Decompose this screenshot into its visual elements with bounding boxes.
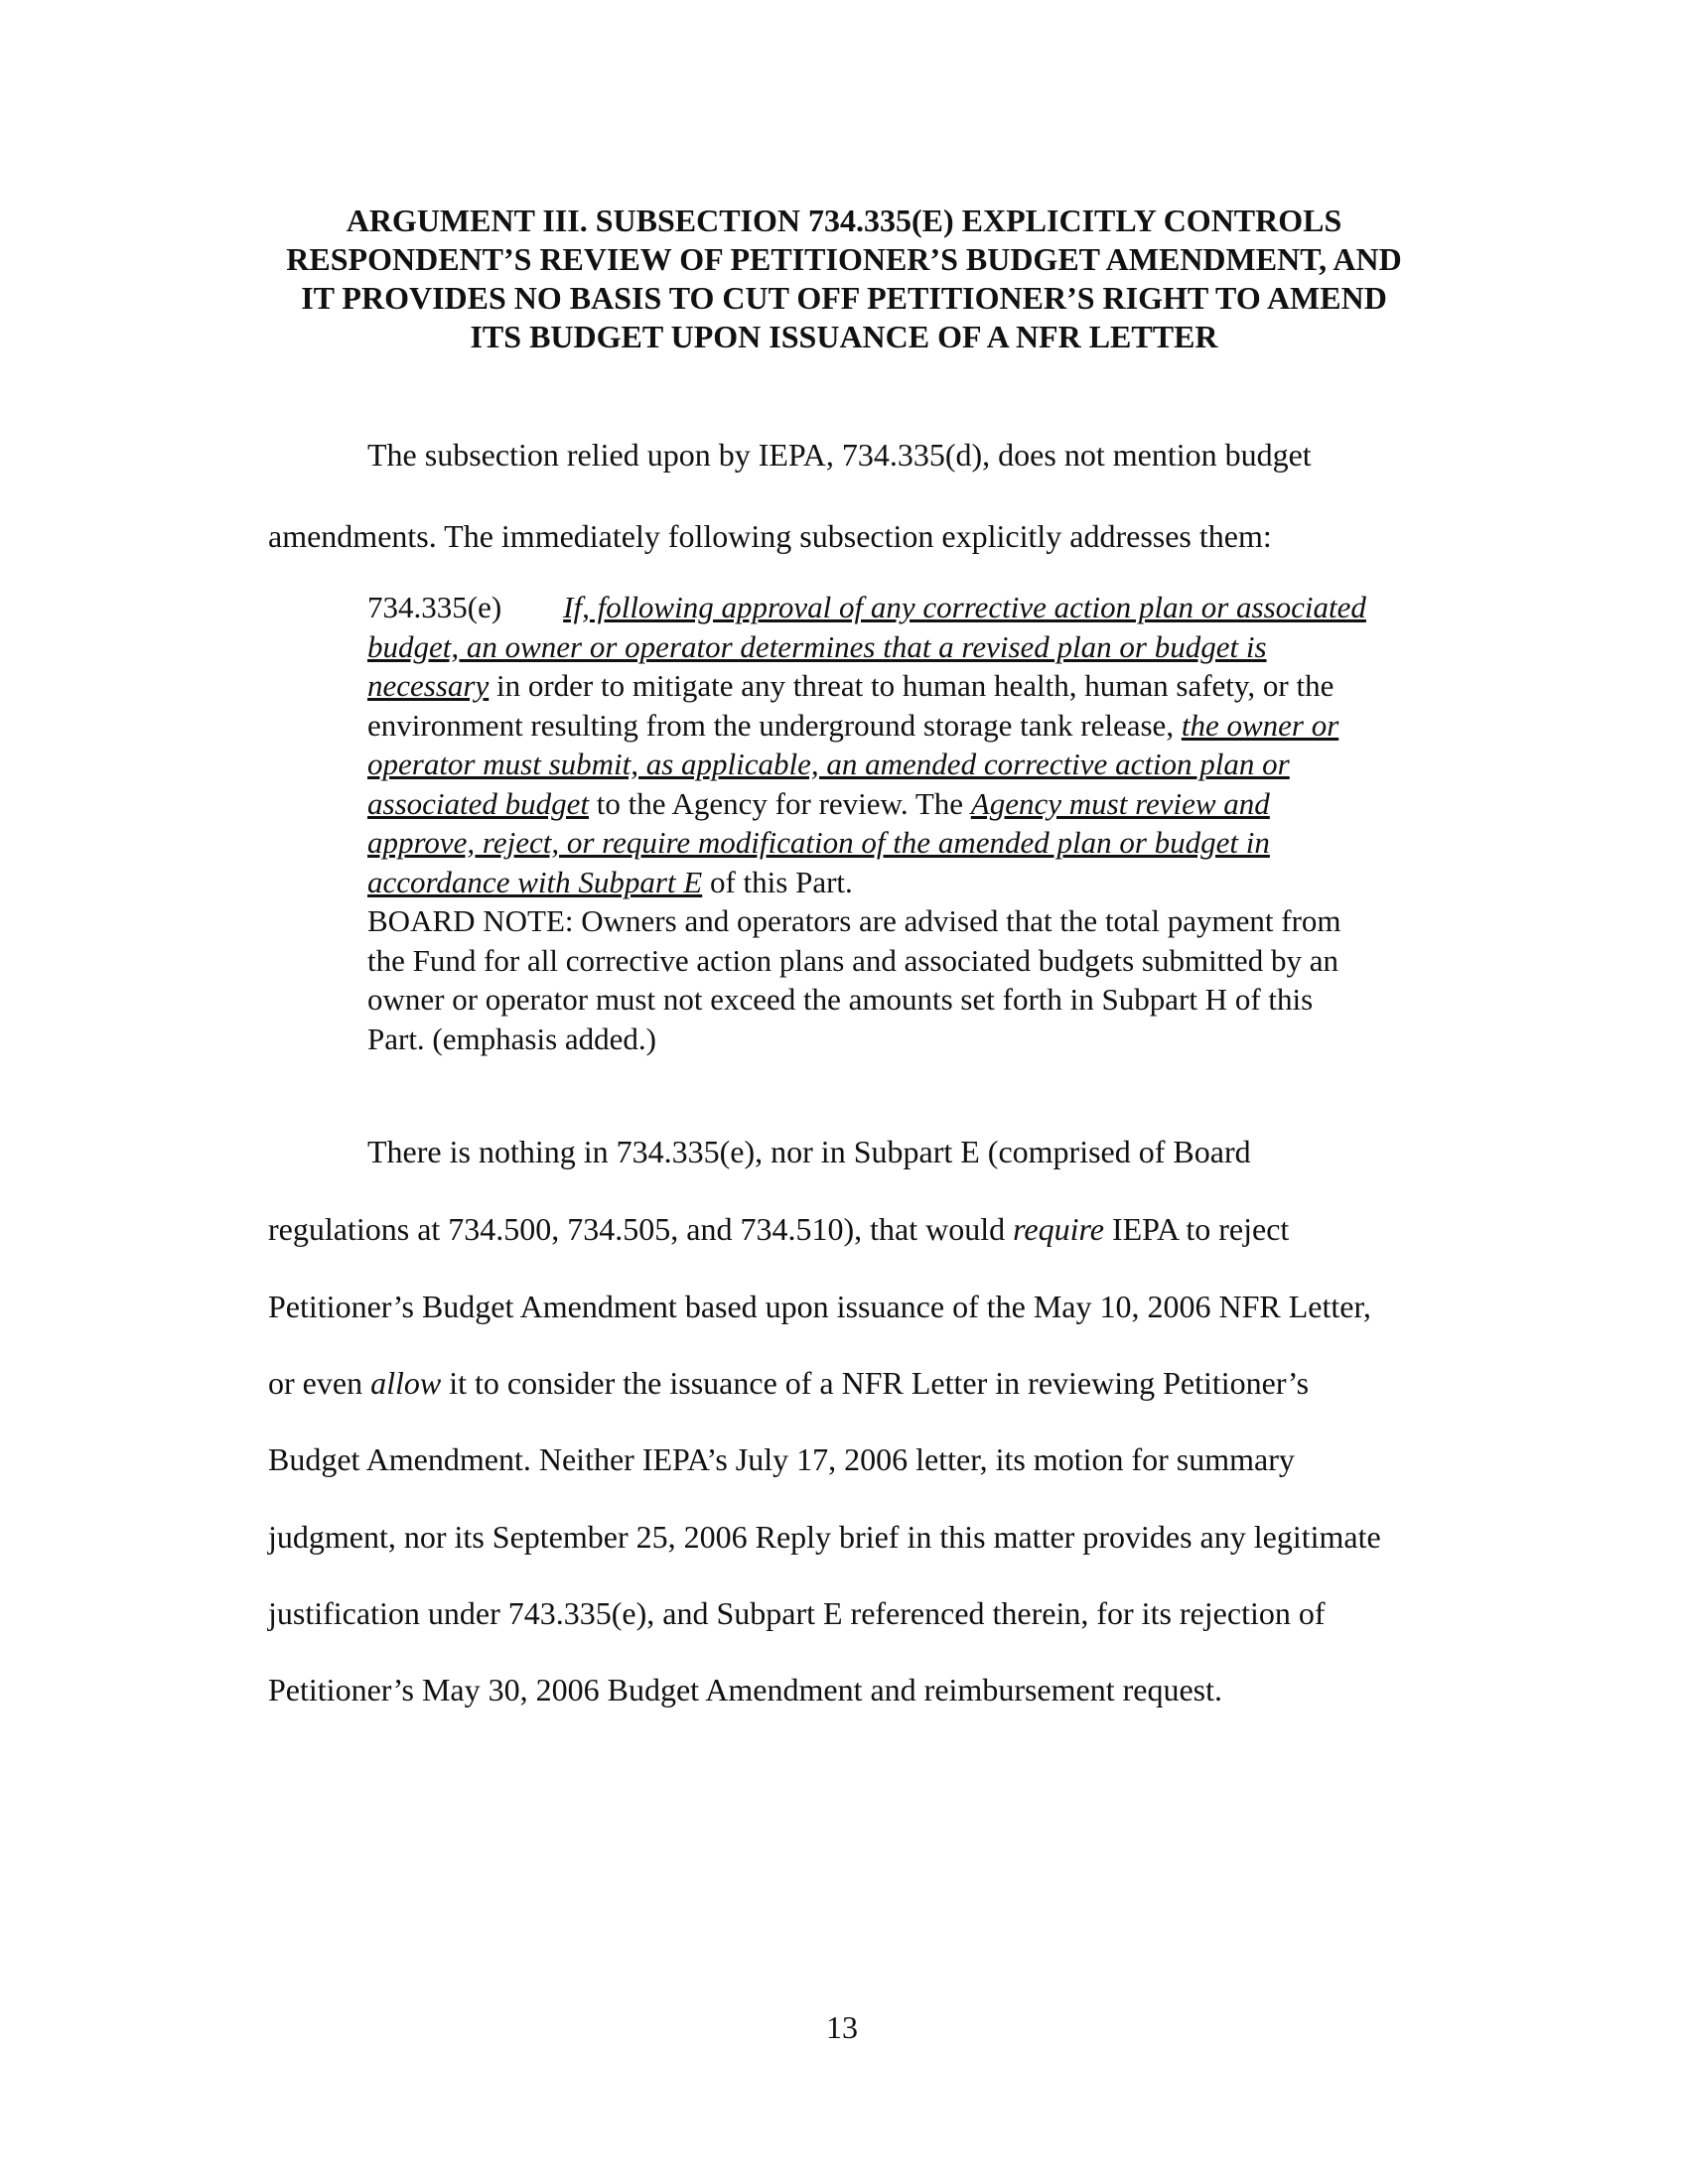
heading-line: ARGUMENT III. SUBSECTION 734.335(E) EXPLICITLY CONTROLS — [346, 203, 1342, 238]
quote-line: approve, reject, or require modification of the amended plan or budget in — [367, 825, 1270, 860]
board-note-line: BOARD NOTE: Owners and operators are advised that the total payment from — [367, 903, 1341, 938]
quote-line: necessary in order to mitigate any threat to human health, human safety, or the — [367, 668, 1334, 703]
body-line: regulations at 734.500, 734.505, and 734.510), that would require IEPA to reject — [268, 1211, 1290, 1247]
intro-line: amendments. The immediately following subsection explicitly addresses them: — [268, 518, 1272, 554]
board-note-line: the Fund for all corrective action plans and associated budgets submitted by an — [367, 942, 1338, 978]
heading-line: IT PROVIDES NO BASIS TO CUT OFF PETITIONER’S RIGHT TO AMEND — [301, 280, 1387, 316]
heading-line: ITS BUDGET UPON ISSUANCE OF A NFR LETTER — [470, 319, 1218, 354]
quote-line: accordance with Subpart E of this Part. — [367, 864, 853, 899]
body-line: There is nothing in 734.335(e), nor in Subpart E (comprised of Board — [367, 1134, 1251, 1169]
quote-line: budget, an owner or operator determines that a revised plan or budget is — [367, 628, 1267, 664]
quote-line: operator must submit, as applicable, an amended corrective action plan or — [367, 747, 1290, 781]
body-line: Budget Amendment. Neither IEPA’s July 17, 2006 letter, its motion for summary — [268, 1441, 1295, 1477]
body-line: or even allow it to consider the issuance of a NFR Letter in reviewing Petitioner’s — [268, 1365, 1310, 1401]
board-note-line: Part. (emphasis added.) — [367, 1021, 656, 1056]
page-number: 13 — [826, 2009, 858, 2045]
heading-line: RESPONDENT’S REVIEW OF PETITIONER’S BUDGET AMENDMENT, AND — [286, 241, 1402, 277]
quote-line: associated budget to the Agency for review. The Agency must review and — [367, 785, 1270, 821]
quote-line: 734.335(e) If, following approval of any corrective action plan or associated — [367, 590, 1366, 624]
quote-line: environment resulting from the underground storage tank release, the owner or — [367, 707, 1339, 743]
body-line: Petitioner’s May 30, 2006 Budget Amendment and reimbursement request. — [268, 1672, 1223, 1707]
quote-citation: 734.335(e) — [367, 590, 502, 624]
body-line: Petitioner’s Budget Amendment based upon issuance of the May 10, 2006 NFR Letter, — [268, 1289, 1371, 1324]
argument-heading — [268, 202, 1420, 356]
body-line: justification under 743.335(e), and Subpart E referenced therein, for its rejection of — [268, 1595, 1326, 1631]
body-line: judgment, nor its September 25, 2006 Reply brief in this matter provides any legitimate — [268, 1519, 1381, 1555]
board-note-line: owner or operator must not exceed the amounts set forth in Subpart H of this — [367, 982, 1314, 1017]
regulation-quote — [367, 588, 1440, 1058]
intro-line: The subsection relied upon by IEPA, 734.335(d), does not mention budget — [367, 437, 1312, 473]
